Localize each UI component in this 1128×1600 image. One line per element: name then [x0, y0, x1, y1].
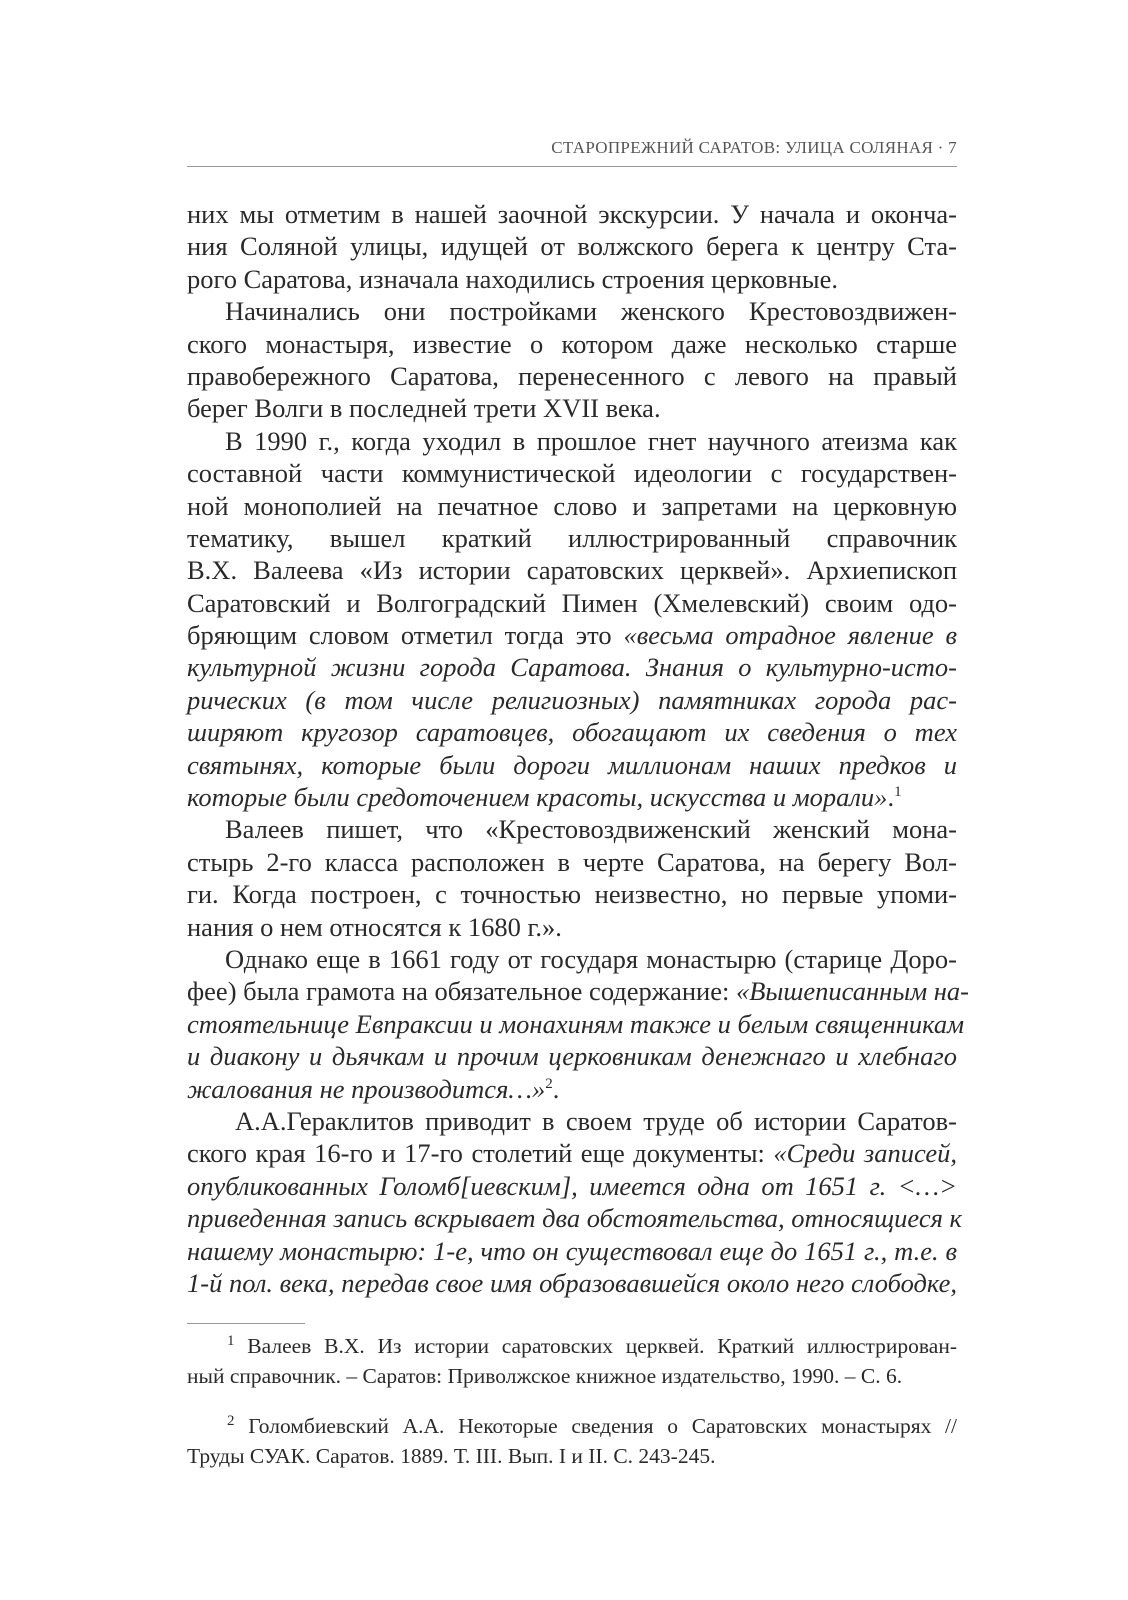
- main-text: [187, 198, 969, 1299]
- italic-quote: рических (в том числе религиозных) памятниках города рас-: [187, 684, 957, 715]
- header-divider: [187, 166, 957, 167]
- footnote-ref: 1: [227, 1332, 235, 1349]
- text-line: [187, 230, 957, 262]
- text-line: [187, 1073, 957, 1105]
- text-run: ния Соляной улицы, идущей от волжского берега к центру Ста-: [187, 231, 957, 262]
- text-line: [187, 1040, 957, 1072]
- text-run: Валеев пишет, что «Крестовоздвиженский женский мона-: [225, 814, 957, 845]
- text-line: [187, 263, 957, 295]
- paragraph: [187, 813, 957, 943]
- text-line: [187, 198, 957, 230]
- footnote-1: [187, 1332, 957, 1391]
- text-run: .: [887, 782, 895, 813]
- text-run: Однако еще в 1661 году от государя монастырю (старице Доро-: [225, 943, 957, 974]
- text-line: [187, 522, 957, 554]
- text-line: [187, 1332, 957, 1362]
- text-run: Саратовский и Волгоградский Пимен (Хмелевский) своим одо-: [187, 587, 957, 618]
- text-run: .: [552, 1073, 560, 1104]
- text-run: ный справочник. – Саратов: Приволжское книжное издательство, 1990. – С. 6.: [187, 1363, 903, 1388]
- italic-quote: приведенная запись вскрывает два обстоятельства, относящиеся к: [187, 1203, 962, 1234]
- text-line: [187, 749, 957, 781]
- italic-quote: «Среди записей,: [773, 1138, 957, 1169]
- text-run: ского монастыря, известие о котором даже несколько старше: [187, 328, 957, 359]
- italic-quote: «Вышеписанным на-: [735, 976, 969, 1007]
- italic-quote: опубликованных Голомб[иевским], имеется одна от 1651 г. <…>: [187, 1170, 957, 1201]
- text-run: В 1990 г., когда уходил в прошлое гнет научного атеизма как: [225, 425, 957, 456]
- italic-quote: 1-й пол. века, передав свое имя образовавшейся около него слободке,: [187, 1267, 957, 1298]
- text-run: ского края 16-го и 17-го столетий еще документы:: [187, 1138, 774, 1169]
- text-run: правобережного Саратова, перенесенного с левого на правый: [187, 360, 957, 391]
- text-line: [187, 716, 957, 748]
- text-run: Труды СУАК. Саратов. 1889. Т. III. Вып. I и II. С. 243-245.: [187, 1443, 716, 1468]
- text-line: [187, 392, 957, 424]
- text-run: них мы отметим в нашей заочной экскурсии. У начала и оконча-: [187, 199, 957, 229]
- text-line: [187, 651, 957, 683]
- text-line: [187, 878, 957, 910]
- text-run: Валеев В.Х. Из истории саратовских церквей. Краткий иллюстрирован-: [234, 1334, 957, 1358]
- italic-quote: нашему монастырю: 1-е, что он существовал еще до 1651 г., т.е. в: [187, 1235, 957, 1266]
- italic-quote: святынях, которые были дороги миллионам наших предков и: [187, 749, 957, 780]
- paragraph: [187, 295, 957, 425]
- italic-quote: которые были средоточением красоты, искусства и морали»: [187, 782, 888, 813]
- text-line: [187, 975, 969, 1007]
- text-line: [187, 1008, 965, 1040]
- text-line: [187, 328, 957, 360]
- text-line: [187, 1170, 957, 1202]
- footnote-2: [187, 1412, 957, 1471]
- text-line: [187, 1235, 957, 1267]
- text-run: Начинались они постройками женского Крестовоздвижен-: [225, 296, 957, 327]
- text-line: [187, 911, 957, 943]
- text-line: [187, 684, 957, 716]
- text-run: ной монополией на печатное слово и запретами на церковную: [187, 490, 957, 521]
- text-line: [187, 619, 957, 651]
- paragraph: [187, 198, 957, 295]
- text-run: В.Х. Валеева «Из истории саратовских церквей». Архиепископ: [187, 555, 957, 586]
- text-run: составной части коммунистической идеологии с государствен-: [187, 458, 957, 489]
- text-run: стырь 2-го класса расположен в черте Саратова, на берегу Вол-: [187, 846, 957, 877]
- running-header: СТАРОПРЕЖНИЙ САРАТОВ: УЛИЦА СОЛЯНАЯ · 7: [551, 138, 957, 157]
- text-run: берег Волги в последней трети XVII века.: [187, 393, 661, 424]
- footnote-divider: [187, 1323, 305, 1324]
- text-line: [187, 490, 957, 522]
- text-line: [187, 1412, 957, 1442]
- text-line: [187, 587, 957, 619]
- text-line: [187, 781, 957, 813]
- footnote-ref: 2: [227, 1412, 235, 1429]
- italic-quote: культурной жизни города Саратова. Знания о культурно-исто-: [187, 652, 957, 683]
- text-run: фее) была грамота на обязательное содержание:: [187, 976, 736, 1007]
- footnote-ref: 1: [894, 784, 902, 801]
- footnote-ref: 2: [545, 1075, 553, 1092]
- text-line: [187, 1362, 957, 1392]
- text-line: [187, 943, 957, 975]
- paragraph: [187, 943, 969, 1105]
- text-line: [187, 846, 957, 878]
- text-run: рого Саратова, изначала находились строения церковные.: [187, 263, 838, 294]
- text-line: [187, 1267, 957, 1299]
- text-line: [187, 425, 957, 457]
- italic-quote: «весьма отрадное явление в: [623, 620, 958, 651]
- text-run: тематику, вышел краткий иллюстрированный справочник: [187, 522, 957, 553]
- text-line: [187, 1137, 957, 1169]
- italic-quote: ширяют кругозор саратовцев, обогащают их сведения о тех: [187, 717, 957, 748]
- text-run: Голомбиевский А.А. Некоторые сведения о Саратовских монастырях //: [234, 1414, 957, 1438]
- text-line: [187, 1442, 957, 1472]
- text-line: [187, 1105, 957, 1137]
- text-run: ги. Когда построен, с точностью неизвестно, но первые упоми-: [187, 879, 957, 910]
- paragraph: [187, 425, 957, 814]
- text-line: [187, 295, 957, 327]
- italic-quote: жалования не производится…»: [187, 1073, 546, 1104]
- text-line: [187, 457, 957, 489]
- italic-quote: стоятельнице Евпраксии и монахиням также и белым священникам: [187, 1008, 965, 1039]
- text-run: нания о нем относятся к 1680 г.».: [187, 911, 562, 942]
- text-run: бряющим словом отметил тогда это: [187, 620, 624, 651]
- text-line: [187, 360, 957, 392]
- text-line: [187, 813, 957, 845]
- text-line: [187, 554, 957, 586]
- italic-quote: и диакону и дьячкам и прочим церковникам денежнаго и хлебнаго: [187, 1041, 957, 1072]
- paragraph: [187, 1105, 962, 1299]
- text-line: [187, 1202, 962, 1234]
- text-run: А.А.Гераклитов приводит в своем труде об истории Саратов-: [235, 1105, 957, 1136]
